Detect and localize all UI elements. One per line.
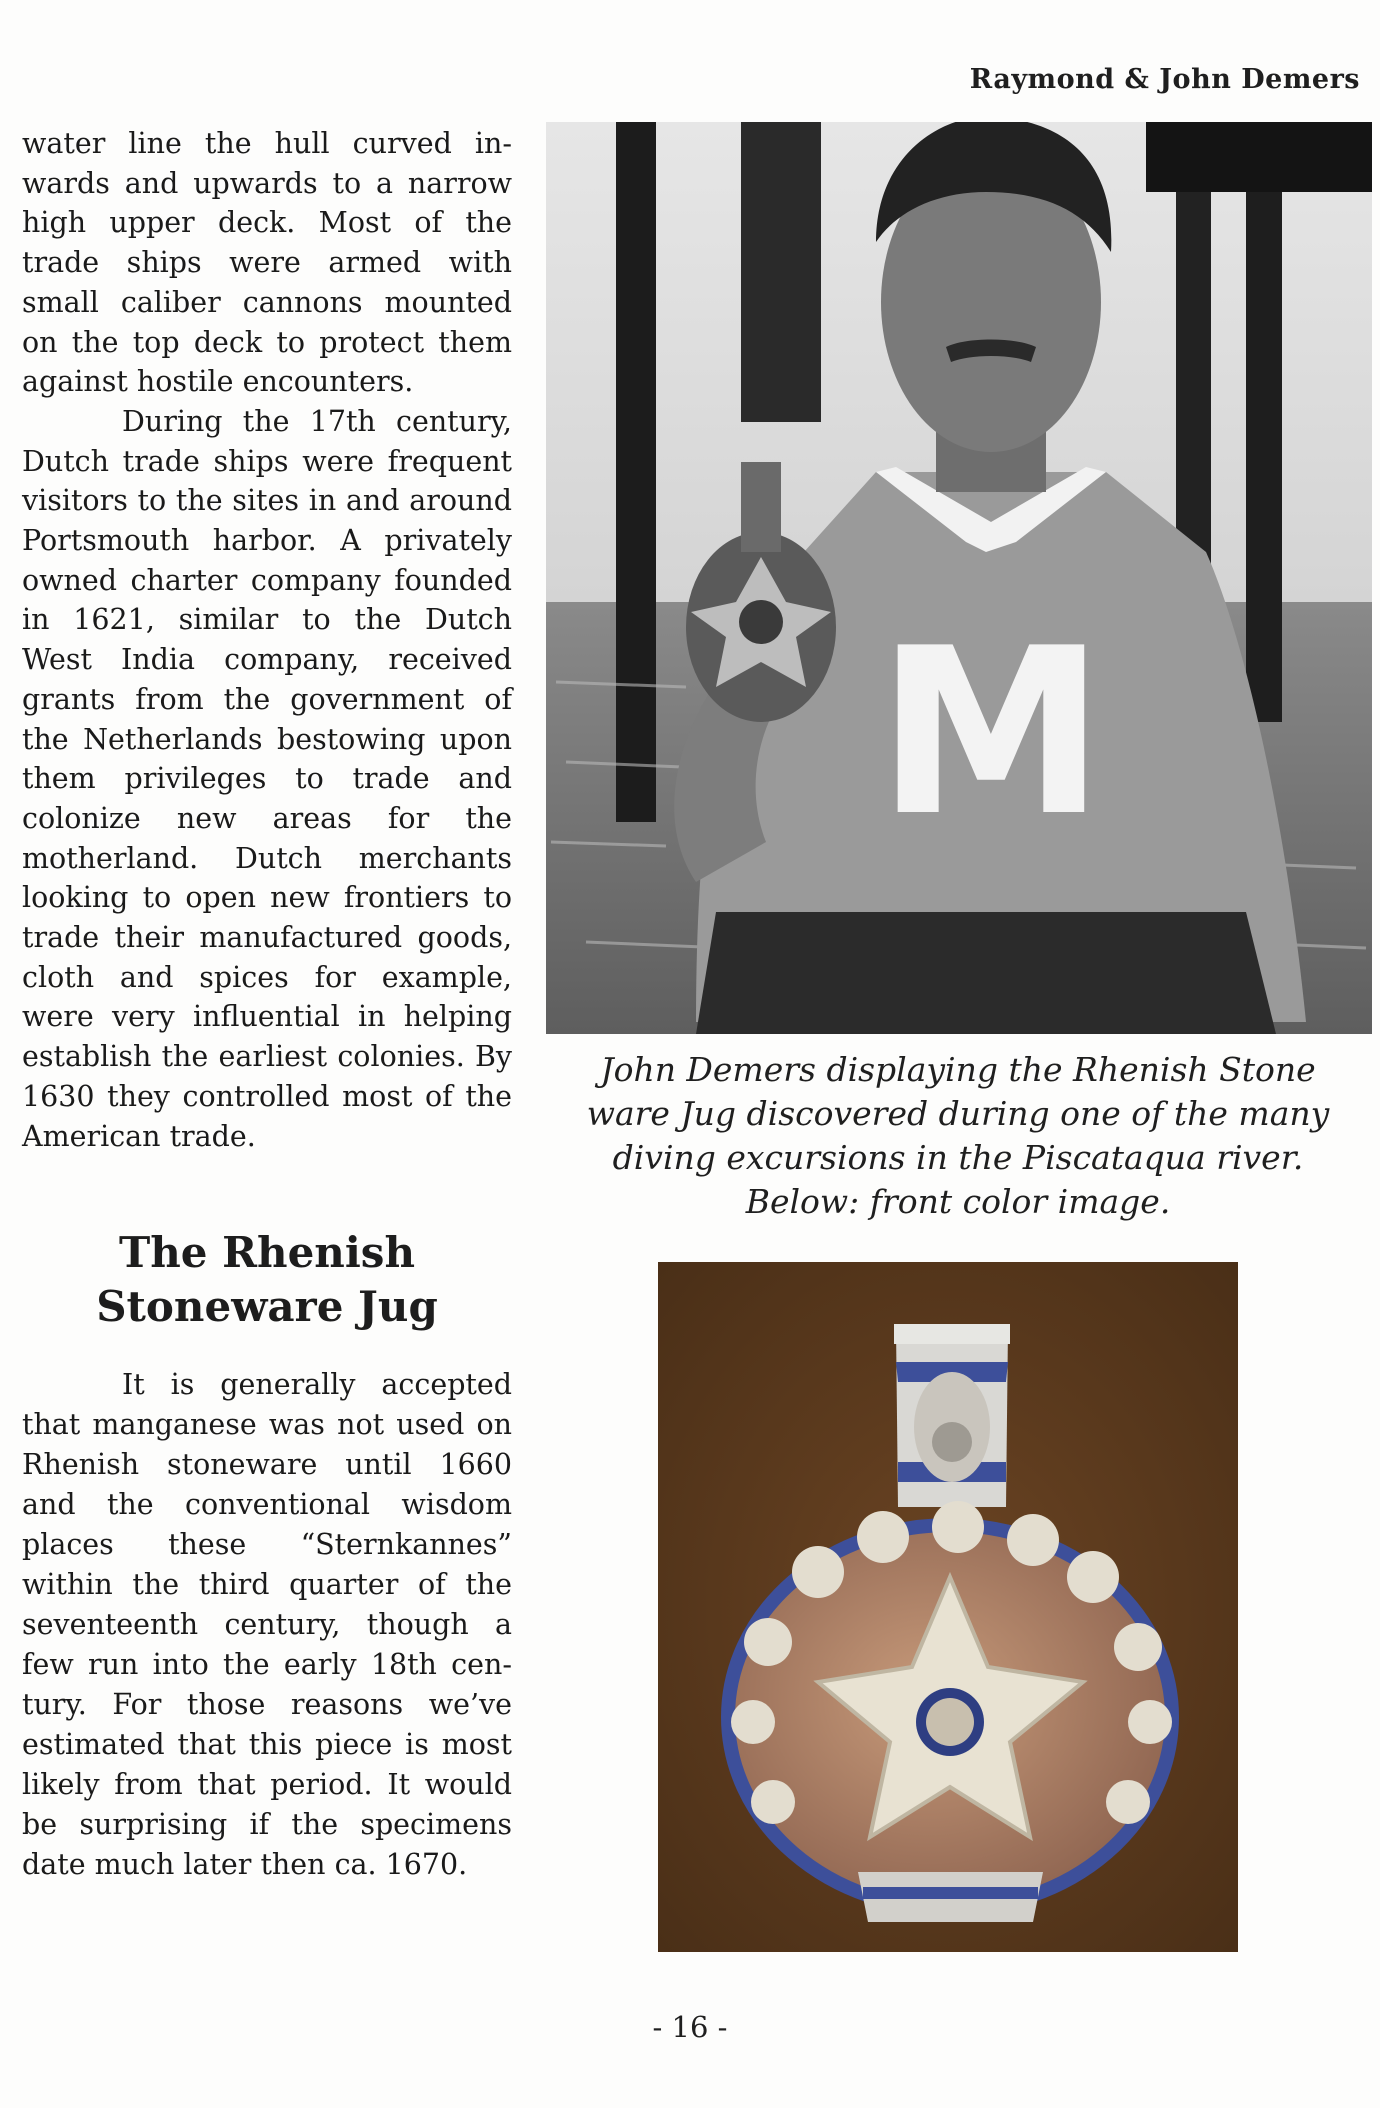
caption-line: ware Jug discovered during one of the many <box>586 1094 1330 1133</box>
diver-photograph-illustration <box>546 122 1372 1034</box>
section-heading-line: Stoneware Jug <box>96 1282 438 1331</box>
shirt-letter: M <box>876 600 1106 867</box>
caption-line: John Demers displaying the Rhenish Stone <box>600 1050 1316 1089</box>
diver-photograph <box>546 122 1372 1034</box>
caption-line: Below: front color image. <box>745 1182 1171 1221</box>
running-head: Raymond & John Demers <box>969 64 1360 95</box>
section-body <box>22 1365 512 1885</box>
paragraph: It is generally accepted that manganese was not used on Rhenish stoneware until 1660 and the conventional wisdom places these “Sternkannes” within the third quarter of the seventeenth century, though a few run into the early 18th century. For those reasons we’ve estimated that this piece is most likely from that period. It would be surprising if the specimens date much later then ca. 1670. <box>22 1368 512 1881</box>
page-number: - 16 - <box>652 2010 728 2044</box>
photo-caption <box>548 1048 1368 1224</box>
stoneware-jug-illustration <box>658 1262 1238 1952</box>
paragraph: During the 17th century, Dutch trade ships were frequent visitors to the sites in and around Portsmouth harbor. A privately owned charter company founded in 1621, similar to the Dutch West India company, received grants from the government of the Netherlands bestowing upon them privileges to trade and colonize new areas for the motherland. Dutch merchants looking to open new frontiers to trade their manufactured goods, cloth and spices for example, were very influential in helping establish the earliest colonies. By 1630 they controlled most of the American trade. <box>22 404 512 1153</box>
jug-color-photograph <box>658 1262 1238 1952</box>
section-heading <box>22 1226 512 1334</box>
body-text-column <box>22 124 512 1156</box>
paragraph: water line the hull curved inwards and upwards to a narrow high upper deck. Most of the trade ships were armed with small caliber cannons mounted on the top deck to protect them against hostile encounters. <box>22 127 512 399</box>
caption-line: diving excursions in the Piscataqua river. <box>612 1138 1304 1177</box>
section-heading-line: The Rhenish <box>119 1228 415 1277</box>
